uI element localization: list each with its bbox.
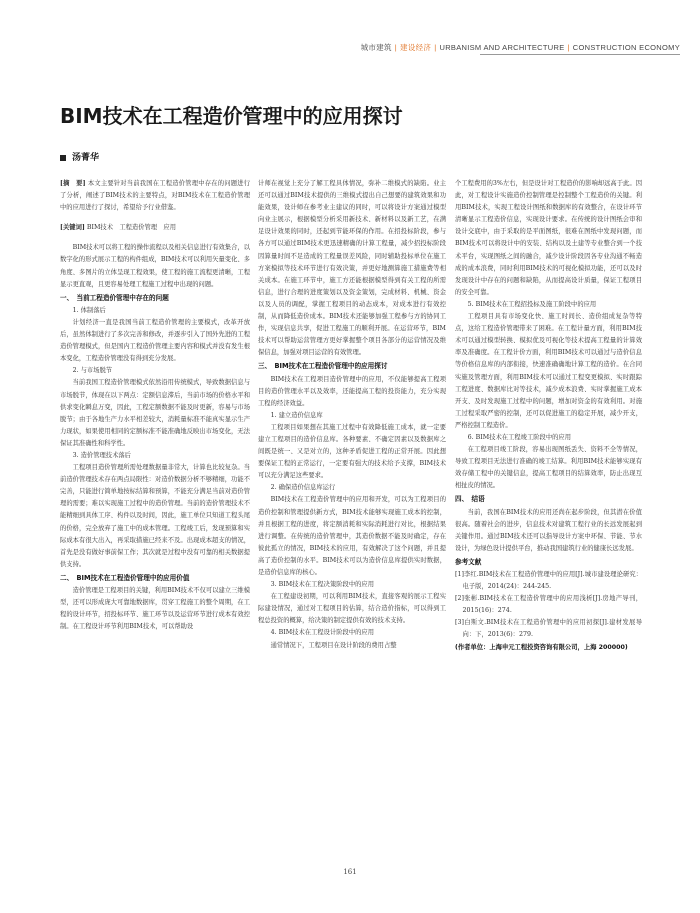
column-1: [60, 178, 250, 633]
abstract-text: 本文主要针对当前我国在工程造价管理中存在的问题进行了分析，阐述了BIM技术的主要特点，对BIM技术在工程造价管理中的应用进行了探讨，希望给予行业借鉴。: [60, 180, 250, 212]
header-rule: [480, 54, 680, 55]
subsection-heading: 6. BIM技术在工程竣工阶段中的应用: [467, 433, 572, 441]
paragraph: BIM技术在工程造价管理中的应用和开发，可以为工程项目的造价控制和管理提供新方式，BIM技术能够实现施工成本的控制，并且根据工程的进度，将定额消耗和实际消耗进行对比，根据结果进行调整。在传统的造价管理中，其造价数据不能及时确定，存在彼此孤立的情况，BIM技术的应用，有效解决了这个问题，并且提高了造价控制的水平。BIM技术可以为造价信息库提供实时数据，是造价信息库的核心。: [258, 496, 446, 576]
section-heading: 二、 BIM技术在工程造价管理中的应用价值: [60, 573, 190, 582]
header-separator: |: [434, 43, 437, 52]
paragraph: 当前我国工程造价管理模式依然沿用传统模式，导致数据信息与市场脱节，体现在以下两点：定额信息滞后，当前市场的价格水平和供求变化瞬息万变，因此，工程定额数据不能及时更新，容易与市场脱节；由于各地生产力水平相差较大，消耗量标准不能真实显示生产力现状，如果使用相同的定额标准不能准确地反映出市场变化，无法保证其准确性和科学性。: [60, 379, 250, 447]
keywords-label: [关键词]: [60, 224, 85, 232]
header-separator: |: [394, 43, 398, 52]
paragraph: BIM技术在工程项目造价管理中的应用，不仅能够提高工程项目的造价管理水平以及效率，还能提高工程的投资能力，充分实现工程的经济效益。: [258, 375, 446, 407]
subsection-heading: 4. BIM技术在工程设计阶段中的应用: [270, 629, 375, 637]
column-2: [258, 178, 446, 652]
paragraph: 工程项目如果想在其施工过程中有效降低施工成本，就一定要建立工程项目的造价信息库。各种要素、不确定因素以及数据库之间既是统一、又是对立的，这种矛盾促进工程的正常开展。因此想要保证工程的正常运行，一定要有强大的技术给予支撑，BIM技术可以充分满足这些要求。: [258, 423, 446, 480]
paragraph: 计师在视觉上充分了解工程具体情况，弥补二维模式的缺陷。业主还可以通过BIM技术提供的三维模式提出自己想要的建筑效果和功能效果，设计师在参考业主建议的同时，可以将设计方案通过模型向业主展示，根据模型分析采用新技术、新材料以及新工艺，在满足设计效果的同时，还起到节能环保的作用。在招投标阶段，参与各方可以通过BIM技术更迅速精确的计算工程量，减少招投标阶段因算量时间不足造成的工程量误差风险，同时辅助投标单位在施工方案模拟等技术环节进行有效决策，并更好地测算施工措施费等相关成本。在施工环节中，施工方还能根据模型得到有关工程的所需信息，进行合理的进度策划以及资金策划，完成材料、机械、资金以及人员的调配，掌握工程项目的动态成本，对成本进行有效控制，从而降低造价成本。BIM技术还能够加强工程参与方的协同工作，实现信息共享，促进工程施工的顺利开展。在运营环节，BIM技术可以帮助运营管理方更好掌握整个项目各部分的运营情况及维保信息，加强对项目运营的有效管理。: [258, 180, 446, 357]
author-affiliation: (作者单位：上海申元工程投资咨询有限公司，上海 200000): [455, 643, 628, 651]
keywords: [60, 222, 250, 234]
spacer: [60, 234, 250, 242]
header-part-city-architecture: 城市建筑: [360, 43, 392, 52]
paragraph: 当前，我国在BIM技术的应用还尚在起步阶段，但其潜在价值很高。随着社会的进步，信息技术对建筑工程行业的长远发展起到关键作用。通过BIM技术还可以指导设计方案中环保、节能、节水设计，为绿色设计提供平台，推动我国建筑行业的健康长远发展。: [455, 508, 642, 552]
author-line: [60, 150, 99, 163]
subsection-heading: 2. 与市场脱节: [72, 367, 113, 375]
section-heading: 参考文献: [455, 557, 482, 566]
section-heading: 一、 当前工程造价管理中存在的问题: [60, 293, 169, 302]
keywords-text: BIM技术 工程造价管理 应用: [86, 224, 176, 232]
author-bullet-icon: [60, 155, 66, 161]
spacer: [60, 214, 250, 222]
paragraph: 个工程费用的3%左右，但是设计对工程造价的影响却远高于此。因此，对工程设计实施造价控制管理是控制整个工程造价的关键。利用BIM技术，实现工程设计图纸和数据库的有效整合，在设计环节清晰显示工程造价信息，实现设计要求。在传统的设计图纸会审和设计交底中，由于采取的是平面图纸，很难在图纸中发现问题，而BIM技术可以将设计中的安装、结构以及土建等专业整合到一个技术平台，实现图纸之间的融合，减少设计阶段因各专业沟通不畅造成的成本浪费，同时利用BIM技术的可视化模拟功能，还可以及时发现设计中存在的问题和缺陷，从而提高设计质量，保证工程项目的安全可靠。: [455, 180, 642, 296]
article-title: BIM技术在工程造价管理中的应用探讨: [60, 104, 403, 128]
subsection-heading: 2. 确保造价信息库运行: [270, 484, 336, 492]
reference-item: [2]张彬.BIM技术在工程造价管理中的应用浅析[J].房地产导刊，2015(16)：274.: [455, 595, 642, 615]
subsection-heading: 1. 建立造价信息库: [270, 411, 323, 419]
section-heading: 三、 BIM技术在工程造价管理中的应用探讨: [258, 362, 388, 371]
column-1-body: [60, 242, 250, 633]
running-header: [0, 28, 700, 54]
paragraph: 计划经济一直是我国当前工程造价管理的主要模式，改革开放后，虽然体制进行了多次完善和修改，并逐步引入了国外先进的工程造价管理模式，但是国内工程造价管理主要内容和模式并没有发生根本变化，工程造价管理没有得到充分发展。: [60, 318, 250, 363]
paragraph: BIM技术可以将工程的操作流程以及相关信息进行有效集合，以数字化的形式展示工程的构件组成，BIM技术可以利用矢量变化、多角度、多图片的立体呈现工程效果，使工程的施工流程更清晰，工程显示更直观，且更容易处理工程施工过程中出现的问题。: [60, 244, 250, 288]
header-part-urbanism-en: URBANISM AND ARCHITECTURE: [439, 43, 565, 52]
abstract-label: [摘 要]: [60, 180, 86, 187]
header-part-construction-economy-cn: 建设经济: [400, 43, 432, 52]
paragraph: 工程项目具有市场变化快、施工时间长、造价组成复杂等特点，这给工程造价管理带来了困难。在工程计量方面，利用BIM技术可以通过模型转换、模拟优及可视化等技术提高工程量的计算效率及准确度。在工程计价方面，利用BIM技术可以通过与造价信息等价格信息库的内部衔接，快速准确确地计算工程的造价。在合同实施及管理方面，利用BIM技术可以通过工程变更模拟、实时跟踪工程进度、数据库比对等技术，减少成本浪费、实时掌握施工成本开支、及时发现施工过程中的问题，增加对资金的有效利用。对施工过程采取严密的控制，还可以促进施工的稳定开展，减少开支，严格控制工程造价。: [455, 313, 642, 429]
paragraph: 造价管理是工程项目的关键，利用BIM技术不仅可以建立三维模型，还可以形成庞大可靠地数据库，贯穿工程施工的整个周期，在工程的设计环节，招投标环节、施工环节以及运营环节进行成本有效控制。在工程设计环节利用BIM技术，可以帮助设: [60, 587, 250, 631]
reference-item: [3]白斯文.BIM技术在工程造价管理中的应用初探[J].建材发展导向：下，2013(6)：279.: [455, 619, 642, 639]
page-number: 161: [343, 868, 357, 876]
paragraph: 通常情况下，工程项目在设计阶段的费用占整: [270, 641, 397, 649]
paragraph: 在工程项目竣工阶段，容易出现图纸丢失、资料不全等情况，导致工程项目无法进行准确的竣工结算。利用BIM技术能够实现有效存储工程中的关键信息，提高工程项目的结算效率，防止出现互相扯皮的情况。: [455, 446, 642, 490]
running-header-text: [361, 42, 680, 53]
reference-item: [1]李红.BIM技术在工程造价管理中的应用[J].城市建设理论研究：电子版，2014(24)：244-245.: [455, 571, 642, 591]
column-3: [455, 178, 642, 654]
subsection-heading: 3. 造价管理技术落后: [72, 451, 131, 459]
paragraph: 工程项目造价管理所需处理数据量非常大，计算也比较复杂。当前造价管理技术存在两点局限性：对造价数据分析不够精细，功能不完善，只能进行简单地按标结算和预算，不能充分满足当前对造价管理的需要；难以实现施工过程中的造价管理。当前的造价管理技术不能精细到具体工序、构件以及时间，因此，施工单位只知道工程头尾的价格，完全放弃了施工中的成本管理。工程竣工后，发现预算和实际成本有很大出入，再采取措施已经来不及。出现成本超支的情况，首先是没有做好事前保工作；其次就是过程中没有可靠的相关数据提供支持。: [60, 464, 250, 568]
header-separator: |: [567, 43, 570, 52]
header-part-construction-economy-en: CONSTRUCTION ECONOMY: [572, 43, 680, 52]
abstract: [60, 178, 250, 214]
section-heading: 四、 结语: [455, 495, 485, 504]
subsection-heading: 5. BIM技术在工程招投标及施工阶段中的应用: [467, 300, 597, 308]
author-name: 汤菁华: [72, 153, 100, 163]
subsection-heading: 3. BIM技术在工程决策阶段中的应用: [270, 581, 375, 589]
subsection-heading: 1. 体制落后: [72, 306, 106, 314]
paragraph: 在工程建设初期，可以利用BIM技术，直接客观的展示工程实际建设情况，通过对工程项目的估算，结合造价指标，可以得到工程总投资的概算，给决策的制定提供有效的技术支持。: [258, 593, 446, 625]
